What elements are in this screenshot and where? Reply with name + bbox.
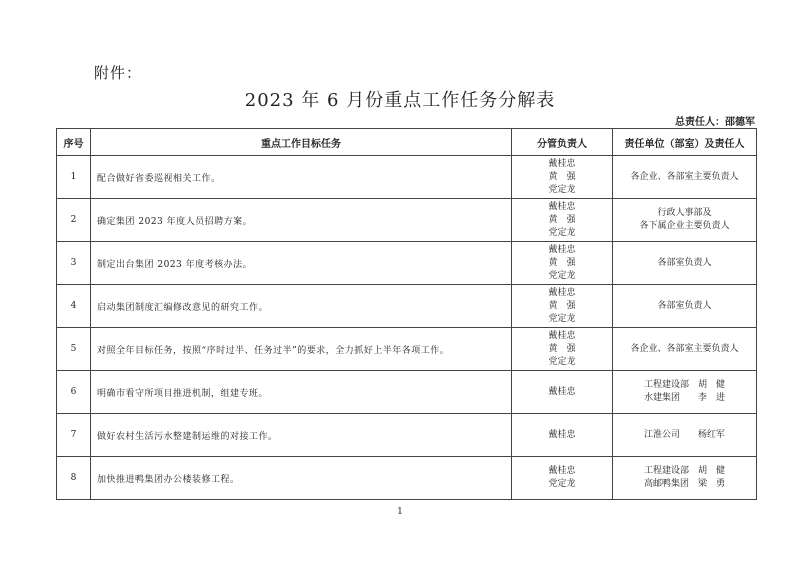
table-row bbox=[57, 414, 757, 457]
table-row bbox=[57, 285, 757, 328]
row-number: 3 bbox=[57, 242, 91, 285]
unit-line: 工程建设部 胡 健 bbox=[643, 466, 725, 476]
lead-name: 党定龙 bbox=[548, 479, 576, 489]
task-cell: 对照全年目标任务，按照“序时过半、任务过半”的要求，全力抓好上半年各项工作。 bbox=[91, 328, 512, 371]
lead-name: 戴桂忠 bbox=[548, 244, 576, 255]
unit-line: 各企业、各部室主要负责人 bbox=[630, 171, 739, 182]
lead-name: 戴桂忠 bbox=[548, 158, 576, 169]
lead-name: 黄 强 bbox=[548, 214, 576, 225]
unit-line: 各部室负责人 bbox=[657, 300, 712, 311]
page-number: 1 bbox=[397, 507, 403, 517]
row-number: 4 bbox=[57, 285, 91, 328]
row-number: 1 bbox=[57, 156, 91, 199]
header-lead: 分管负责人 bbox=[512, 129, 613, 156]
task-table bbox=[56, 128, 757, 500]
header-unit: 责任单位（部室）及责任人 bbox=[613, 129, 757, 156]
lead-name: 戴桂忠 bbox=[548, 287, 576, 298]
lead-name: 党定龙 bbox=[548, 184, 576, 195]
unit-cell bbox=[613, 156, 757, 199]
task-cell: 确定集团 2023 年度人员招聘方案。 bbox=[91, 199, 512, 242]
unit-line: 各部室负责人 bbox=[657, 257, 712, 268]
table-row bbox=[57, 328, 757, 371]
unit-cell bbox=[613, 371, 757, 414]
lead-name: 黄 强 bbox=[548, 300, 576, 311]
lead-cell bbox=[512, 371, 613, 414]
table-header-row bbox=[57, 129, 757, 156]
table-row bbox=[57, 199, 757, 242]
task-cell: 配合做好省委巡视相关工作。 bbox=[91, 156, 512, 199]
lead-cell bbox=[512, 156, 613, 199]
attachment-label: 附件： bbox=[94, 64, 143, 82]
table-row bbox=[57, 242, 757, 285]
unit-cell bbox=[613, 199, 757, 242]
lead-name: 黄 强 bbox=[548, 257, 576, 268]
lead-cell bbox=[512, 199, 613, 242]
lead-cell bbox=[512, 457, 613, 500]
lead-cell bbox=[512, 414, 613, 457]
lead-cell bbox=[512, 328, 613, 371]
lead-cell bbox=[512, 242, 613, 285]
unit-line: 各企业、各部室主要负责人 bbox=[630, 343, 739, 354]
header-num: 序号 bbox=[57, 129, 91, 156]
row-number: 8 bbox=[57, 457, 91, 500]
row-number: 5 bbox=[57, 328, 91, 371]
row-number: 7 bbox=[57, 414, 91, 457]
task-cell: 明确市看守所项目推进机制，组建专班。 bbox=[91, 371, 512, 414]
table-row bbox=[57, 371, 757, 414]
task-cell: 做好农村生活污水整建制运维的对接工作。 bbox=[91, 414, 512, 457]
page-title: 2023 年 6 月份重点工作任务分解表 bbox=[244, 90, 556, 111]
table-row bbox=[57, 457, 757, 500]
task-cell: 制定出台集团 2023 年度考核办法。 bbox=[91, 242, 512, 285]
task-cell: 加快推进鸭集团办公楼装修工程。 bbox=[91, 457, 512, 500]
unit-cell bbox=[613, 285, 757, 328]
overall-owner: 总责任人：邵德军 bbox=[675, 117, 755, 128]
unit-line: 行政人事部及 bbox=[657, 208, 712, 218]
lead-name: 戴桂忠 bbox=[548, 330, 576, 341]
lead-name: 戴桂忠 bbox=[548, 429, 576, 440]
lead-name: 党定龙 bbox=[548, 356, 576, 367]
table-row bbox=[57, 156, 757, 199]
unit-cell bbox=[613, 242, 757, 285]
task-cell: 启动集团制度汇编修改意见的研究工作。 bbox=[91, 285, 512, 328]
lead-name: 党定龙 bbox=[548, 227, 576, 238]
lead-name: 黄 强 bbox=[548, 343, 576, 354]
lead-name: 党定龙 bbox=[548, 313, 576, 324]
unit-line: 各下属企业主要负责人 bbox=[639, 221, 730, 231]
unit-line: 工程建设部 胡 健 bbox=[643, 380, 725, 390]
header-task: 重点工作目标任务 bbox=[91, 129, 512, 156]
lead-name: 戴桂忠 bbox=[548, 466, 576, 476]
unit-cell bbox=[613, 328, 757, 371]
lead-name: 戴桂忠 bbox=[548, 201, 576, 212]
lead-name: 戴桂忠 bbox=[548, 386, 576, 397]
row-number: 2 bbox=[57, 199, 91, 242]
lead-name: 党定龙 bbox=[548, 270, 576, 281]
unit-line: 高邮鸭集团 梁 勇 bbox=[643, 479, 725, 489]
unit-line: 江淮公司 杨红军 bbox=[643, 429, 725, 440]
lead-name: 黄 强 bbox=[548, 171, 576, 182]
unit-cell bbox=[613, 457, 757, 500]
row-number: 6 bbox=[57, 371, 91, 414]
unit-cell bbox=[613, 414, 757, 457]
unit-line: 水建集团 李 进 bbox=[643, 393, 725, 403]
lead-cell bbox=[512, 285, 613, 328]
